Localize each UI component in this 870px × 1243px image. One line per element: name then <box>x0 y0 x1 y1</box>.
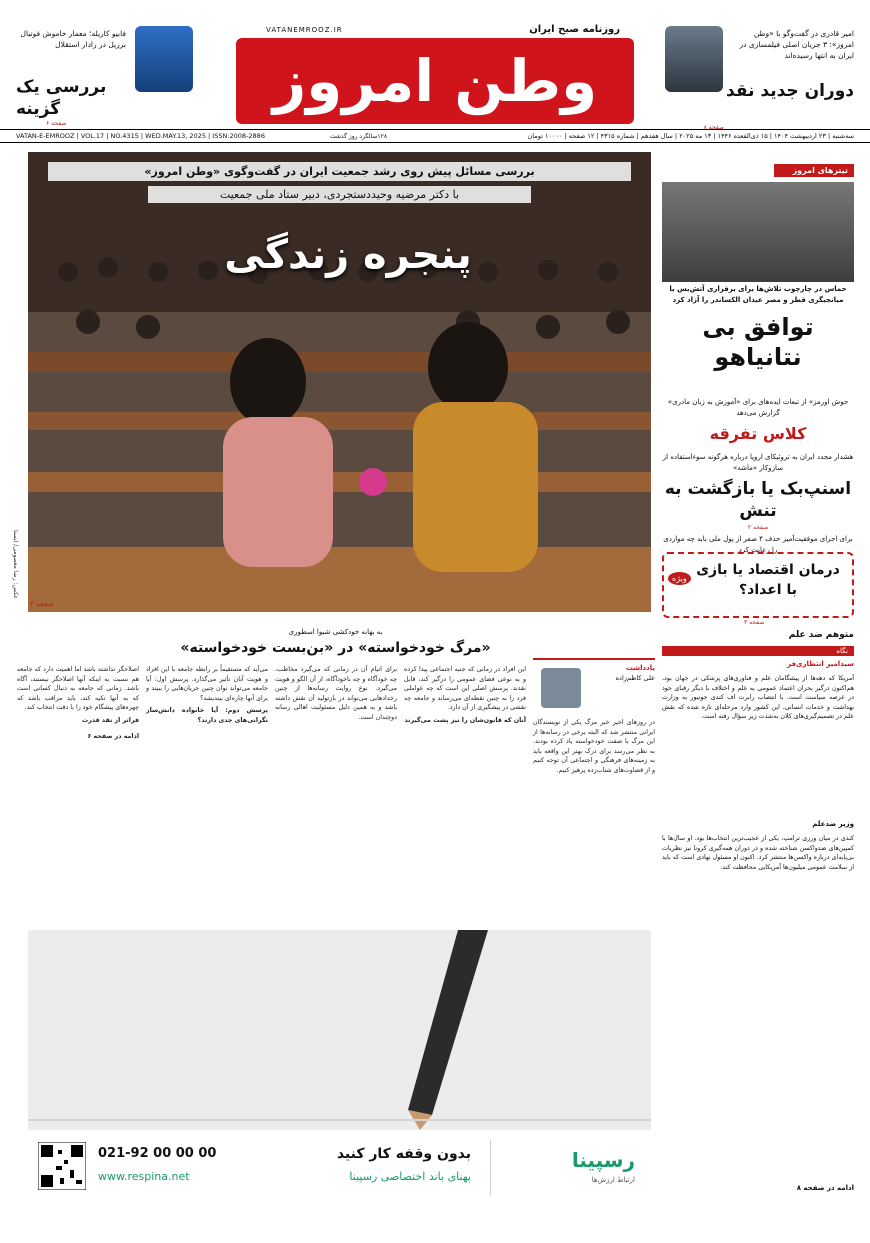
sidebar-column-label: نگاه <box>662 646 854 656</box>
article-col-5 <box>17 665 139 744</box>
article-col-2 <box>404 665 526 729</box>
hero-illustration <box>28 152 651 612</box>
note-author-photo <box>541 668 581 708</box>
right-feature-page: صفحه ۸ <box>703 124 724 131</box>
article-col-3-text: برای اتیام آن در زمانی که می‌گیرد مخاطب، چه خودآگاه و چه ناخودآگاه، از آن الگو و هویت می‌گیرد. نوع روایت رسانه‌ها از چنین رخدادهایی می‌تواند در بازتولید آن نقش داشته باشد و به همین دلیل مسئولیت اهالی رسانه دوچندان است. <box>275 666 397 721</box>
sidebar-column-text2: کندی در میان ورزی ترامپ، یکی از عجیب‌ترین انتخاب‌ها بود. او سال‌ها با کمپین‌های ضدواکسن شناخته شده و در دوران همه‌گیری کرونا نیز نظریات بی‌پایه‌ای درباره واکسن‌ها منتشر کرد. اکنون او مسئول نهادی است که باید از سلامت عمومی میلیون‌ها آمریکایی محافظت کند. <box>662 835 854 871</box>
article-col-1-text: در روزهای اخیر خبر مرگ یکی از نویسندگان ایرانی منتشر شد که البته برخی در رسانه‌ها از این مرگ با صفت خودخواسته یاد کرده بودند. به نظر می‌رسد برای درک بهتر این واقعه باید به زمینه‌های فرهنگی و اجتماعی آن توجه کنیم و از قضاوت‌های شتاب‌زده پرهیز کنیم. <box>533 719 655 774</box>
site-url: VATANEMROOZ.IR <box>266 26 343 34</box>
sidebar-column-author: سیدامیر انتظاری‌فر <box>787 660 854 668</box>
sidebar-item3-kicker: هشدار مجدد ایران به تروئیکای اروپا درباره هرگونه سوءاستفاده از سازوکار «ماشه» <box>662 453 854 472</box>
sidebar-item1-caption: حماس در چارچوب تلاش‌ها برای برقراری آتش‌بس با میانجیگری قطر و مصر عیدان الکساندر را آزاد کرد <box>669 285 847 304</box>
left-feature-headline: بررسی یک گزینه <box>16 77 107 119</box>
article-col-2-subhead: آنان که قانون‌شان را نیز پشت می‌گیرند <box>404 716 526 724</box>
sidebar-item2-headline[interactable]: کلاس تفرقه <box>709 424 807 443</box>
sidebar-item4-headline: درمان اقتصاد یا بازی با اعداد؟ <box>696 562 840 598</box>
article-headline[interactable]: «مرگ خودخواسته» در «بن‌بست خودخواسته» <box>180 640 491 656</box>
sidebar-item4-page: صفحه ۳ <box>744 619 765 626</box>
logo[interactable] <box>230 26 640 130</box>
article-col-4-text: می‌آید که مستقیماً بر رابطه جامعه با این افراد و هویت آنان تأثیر می‌گذارد. پرسش اول: آیا جامعه می‌تواند نوان چنین جریان‌هایی را ببیند و برای آنها چاره‌ای بیندیشد؟ <box>146 666 268 702</box>
hero-kicker: بررسی مسائل پیش روی رشد جمعیت ایران در گفت‌وگوی «وطن امروز» <box>48 162 631 181</box>
sidebar-item1-photo[interactable] <box>662 182 854 282</box>
logo-box <box>236 38 634 124</box>
respina-ad[interactable] <box>28 930 651 1205</box>
hero-subkicker: با دکتر مرضیه وحیددستجردی، دبیر ستاد ملی جمعیت <box>148 186 531 203</box>
dateline-anniversary: ۱۲۸سالگرد روز گذشت <box>330 133 388 140</box>
hero-headline: پنجره زندگی <box>224 232 472 278</box>
sidebar-item2-kicker: جوش اورمز» از تبعات ایده‌های برای «آموزش به زبان مادری» گزارش می‌دهد <box>667 398 849 417</box>
article-col-4-subhead: پرسش دوم: آیا خانواده دانش‌ساز نگرانی‌های جدی دارند؟ <box>146 707 268 724</box>
article-col-3 <box>275 665 397 726</box>
sidebar-item4-badge: ویژه <box>668 572 691 585</box>
sidebar-item1-headline[interactable]: توافق بی نتانیاهو <box>702 313 814 371</box>
article-col-4 <box>146 665 268 729</box>
note-label: یادداشت <box>625 664 655 672</box>
right-feature-photo <box>665 26 723 92</box>
left-feature-photo <box>135 26 193 92</box>
article-col-1 <box>533 718 655 779</box>
sidebar-section-title-wrap <box>662 164 854 177</box>
hero-credit: عکس: رضا معصومی/ ایسنا <box>12 530 19 600</box>
ad-divider <box>490 1140 491 1195</box>
ad-brand: رسپینا <box>571 1148 635 1172</box>
sidebar-item4-box[interactable] <box>662 552 854 626</box>
left-feature-teaser[interactable] <box>16 26 211 126</box>
sidebar-column-continue[interactable]: ادامه در صفحه ۸ <box>796 1184 854 1192</box>
ad-qr-code[interactable] <box>38 1142 86 1190</box>
sidebar-column-title[interactable]: متوهم ضد علم <box>788 630 854 640</box>
sidebar-column-text: آمریکا که دهه‌ها از پیشگامان علم و فناوری‌های پزشکی در جهان بود، هم‌اکنون درگیر بحران اعتماد عمومی به علم و اختلاف با دیگر رقبای خود در عرصه سیاست است. با انتصاب رابرت اف کندی جونیور به وزارت بهداشت و خدمات انسانی، این کشور وارد مرحله‌ای تازه شده که نقش علم در تصمیم‌گیری‌های کلان به‌شدت زیر سؤال رفته است. <box>662 675 854 721</box>
sidebar <box>662 152 854 1202</box>
sidebar-item3-headline[interactable]: اسنپ‌بک یا بازگشت به تنش <box>664 479 852 521</box>
sidebar-section-title: تیترهای امروز <box>774 164 854 177</box>
sidebar-item3-page: صفحه ۲ <box>747 524 769 531</box>
article-continue[interactable]: ادامه در صفحه ۶ <box>87 732 139 740</box>
right-feature-teaser[interactable] <box>659 26 854 131</box>
dateline-fa: سه‌شنبه | ۲۳ اردیبهشت ۱۴۰۴ | ۱۵ ذی‌القعده ۱۴۴۶ | ۱۳ مه ۲۰۲۵ | سال هفدهم | شماره ۴۳۱۵ | ۱۲ صفحه | ۱۰۰۰۰ تومان <box>527 132 854 140</box>
dateline <box>0 129 870 143</box>
article-col-5-subhead: فراتر از نقد قدرت <box>81 716 139 724</box>
logo-text: وطن امروز <box>272 47 598 115</box>
ad-phone[interactable]: 021-92 00 00 00 <box>98 1146 217 1161</box>
dateline-en: VATAN-E-EMROOZ | VOL.17 | NO.4315 | WED.MAY.13, 2025 | ISSN:2008-2886 <box>16 132 265 140</box>
ad-brand-sub: ارتباط ارزش‌ها <box>591 1176 635 1184</box>
article-col-5-text: اصلاحگر نداشته باشد اما اهمیت دارد که جامعه هم نسبت به اینکه آنها اصلاحگر نیستند، آگاه باشد. زمانی که جامعه به دنبال کسانی است که به آنها تکیه کند، باید مراقب باشد که چهره‌های پیشگام خود را با دقت انتخاب کند. <box>17 666 139 712</box>
note-box <box>533 658 655 712</box>
right-feature-kicker: امیر قادری در گفت‌وگو با «وطن امروز»: ۳ جریان اصلی فیلمسازی در ایران به انتها رسیده‌اند <box>739 29 854 60</box>
sidebar-column-subhead: وزیر ضدعلم <box>812 820 854 828</box>
article-kicker: به بهانه خودکشی شیوا اسطوری <box>288 628 383 636</box>
main-article <box>16 620 655 930</box>
sidebar-item4-kicker: برای اجرای موفقیت‌آمیز حذف ۴ صفر از پول ملی باید چه مواردی را رعایت کرد <box>663 535 853 554</box>
ad-slogan: بدون وقفه کار کنید <box>336 1146 471 1162</box>
masthead <box>0 0 870 131</box>
left-feature-kicker: فابیو کاریله؛ معمار خاموش فوتبال برزیل در رادار استقلال <box>20 29 126 49</box>
hero-photo[interactable] <box>28 152 651 612</box>
ad-footer <box>28 1130 651 1205</box>
logo-tagline: روزنامه صبح ایران <box>529 24 620 35</box>
left-feature-page: صفحه ۶ <box>46 120 67 127</box>
ad-pencil-illustration <box>28 930 651 1130</box>
right-feature-headline: دوران جدید نقد <box>726 81 854 101</box>
ad-subslogan: پهنای باند اختصاصی رسپینا <box>349 1170 471 1183</box>
article-col-2-text: این افراد در زمانی که جنبه اجتماعی پیدا کرده و به نوعی فضای عمومی را درگیر کند، قابل نقدند. پرسش اصلی این است که چه عواملی فرد را به چنین نقطه‌ای می‌رساند و جامعه چه نقشی در پیشگیری از آن دارد. <box>404 666 526 712</box>
hero-page: صفحه ۴ <box>30 600 54 608</box>
ad-website[interactable]: www.respina.net <box>98 1170 190 1183</box>
note-author: علی کاظم‌زاده <box>615 674 655 682</box>
